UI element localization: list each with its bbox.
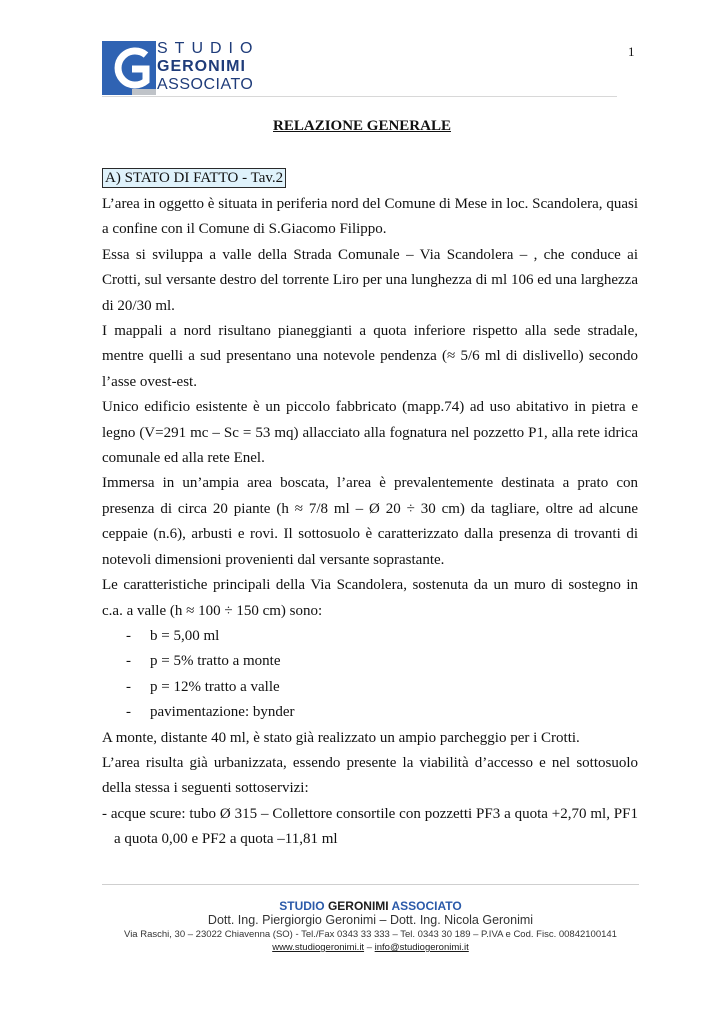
paragraph: Immersa in un’ampia area boscata, l’area è prevalentemente destinata a prato con presenza di circa 20 piante (h ≈ 7/8 ml – Ø 20 ÷ 30 cm) da tagliare, oltre ad alcune ceppaie (n.6), arbusti e rovi. Il sottosuolo è caratterizzato dalla presenza di trovanti di notevoli dimensioni provenienti dal versante soprastante. xyxy=(102,475,638,568)
document-title: RELAZIONE GENERALE xyxy=(273,118,451,134)
service-item: - acque scure: tubo Ø 315 – Collettore consortile con pozzetti PF3 a quota +2,70 ml, PF1 a quota 0,00 e PF2 a quota –11,81 ml xyxy=(102,805,638,848)
email-link[interactable]: info@studiogeronimi.it xyxy=(374,942,469,953)
footer-geronimi-word: GERONIMI xyxy=(327,899,389,913)
page-number: 1 xyxy=(628,44,635,59)
paragraph: Unico edificio esistente è un piccolo fabbricato (mapp.74) ad uso abitativo in pietra e legno (V=291 mc – Sc = 53 mq) allacciato alla fognatura nel pozzetto P1, alla rete idrica comunale ed alla rete Enel. xyxy=(102,399,638,467)
list-item-text: pavimentazione: bynder xyxy=(150,704,295,721)
paragraph: I mappali a nord risultano pianeggianti a quota inferiore rispetto alla sede stradale, mentre quelli a sud presentano una notevole pendenza (≈ 5/6 ml di dislivello) secondo l’asse ovest-est. xyxy=(102,323,638,390)
footer-divider xyxy=(102,884,639,885)
list-item-text: p = 5% tratto a monte xyxy=(150,653,281,670)
footer-studio-word: STUDIO xyxy=(279,899,325,913)
footer-address: Via Raschi, 30 – 23022 Chiavenna (SO) - Tel./Fax 0343 33 333 – Tel. 0343 30 189 – P.IVA e Cod. Fisc. 00842100141 xyxy=(124,929,617,940)
footer-separator: – xyxy=(364,942,375,953)
paragraph: L’area risulta già urbanizzata, essendo presente la viabilità d’accesso e nel sottosuolo della stessa i seguenti sottoservizi: xyxy=(102,754,638,797)
list-item-text: b = 5,00 ml xyxy=(150,627,220,644)
footer-associato-word: ASSOCIATO xyxy=(391,899,462,913)
studio-logo xyxy=(102,41,262,99)
g-logo-icon xyxy=(102,41,156,95)
footer-names: Dott. Ing. Piergiorgio Geronimi – Dott. Ing. Nicola Geronimi xyxy=(207,913,534,927)
footer-studio-name xyxy=(102,899,639,913)
list-item: - p = 12% tratto a valle xyxy=(102,675,638,700)
paragraph: L’area in oggetto è situata in periferia nord del Comune di Mese in loc. Scandolera, quasi a confine con il Comune di S.Giacomo Filippo. xyxy=(102,196,638,238)
section-heading: A) STATO DI FATTO - Tav.2 xyxy=(102,168,286,188)
header-divider xyxy=(102,96,617,97)
logo-word-geronimi: GERONIMI xyxy=(157,58,246,75)
list-item: - p = 5% tratto a monte xyxy=(102,649,638,674)
paragraph: Essa si sviluppa a valle della Strada Comunale – Via Scandolera – , che conduce ai Crotti, sul versante destro del torrente Liro per una lunghezza di ml 106 ed una larghezza di 20/30 ml. xyxy=(102,246,638,314)
list-item: - b = 5,00 ml xyxy=(102,624,638,649)
logo-word-associato: ASSOCIATO xyxy=(157,76,254,93)
footer-contacts xyxy=(102,942,639,953)
website-link[interactable]: www.studiogeronimi.it xyxy=(272,942,365,953)
paragraph: A monte, distante 40 ml, è stato già realizzato un ampio parcheggio per i Crotti. xyxy=(102,729,580,746)
list-item-text: p = 12% tratto a valle xyxy=(150,678,280,695)
logo-word-studio: STUDIO xyxy=(157,40,260,57)
document-body xyxy=(102,192,638,853)
list-item: - pavimentazione: bynder xyxy=(102,700,638,725)
paragraph: Le caratteristiche principali della Via Scandolera, sostenuta da un muro di sostegno in c.a. a valle (h ≈ 100 ÷ 150 cm) sono: xyxy=(102,577,638,619)
